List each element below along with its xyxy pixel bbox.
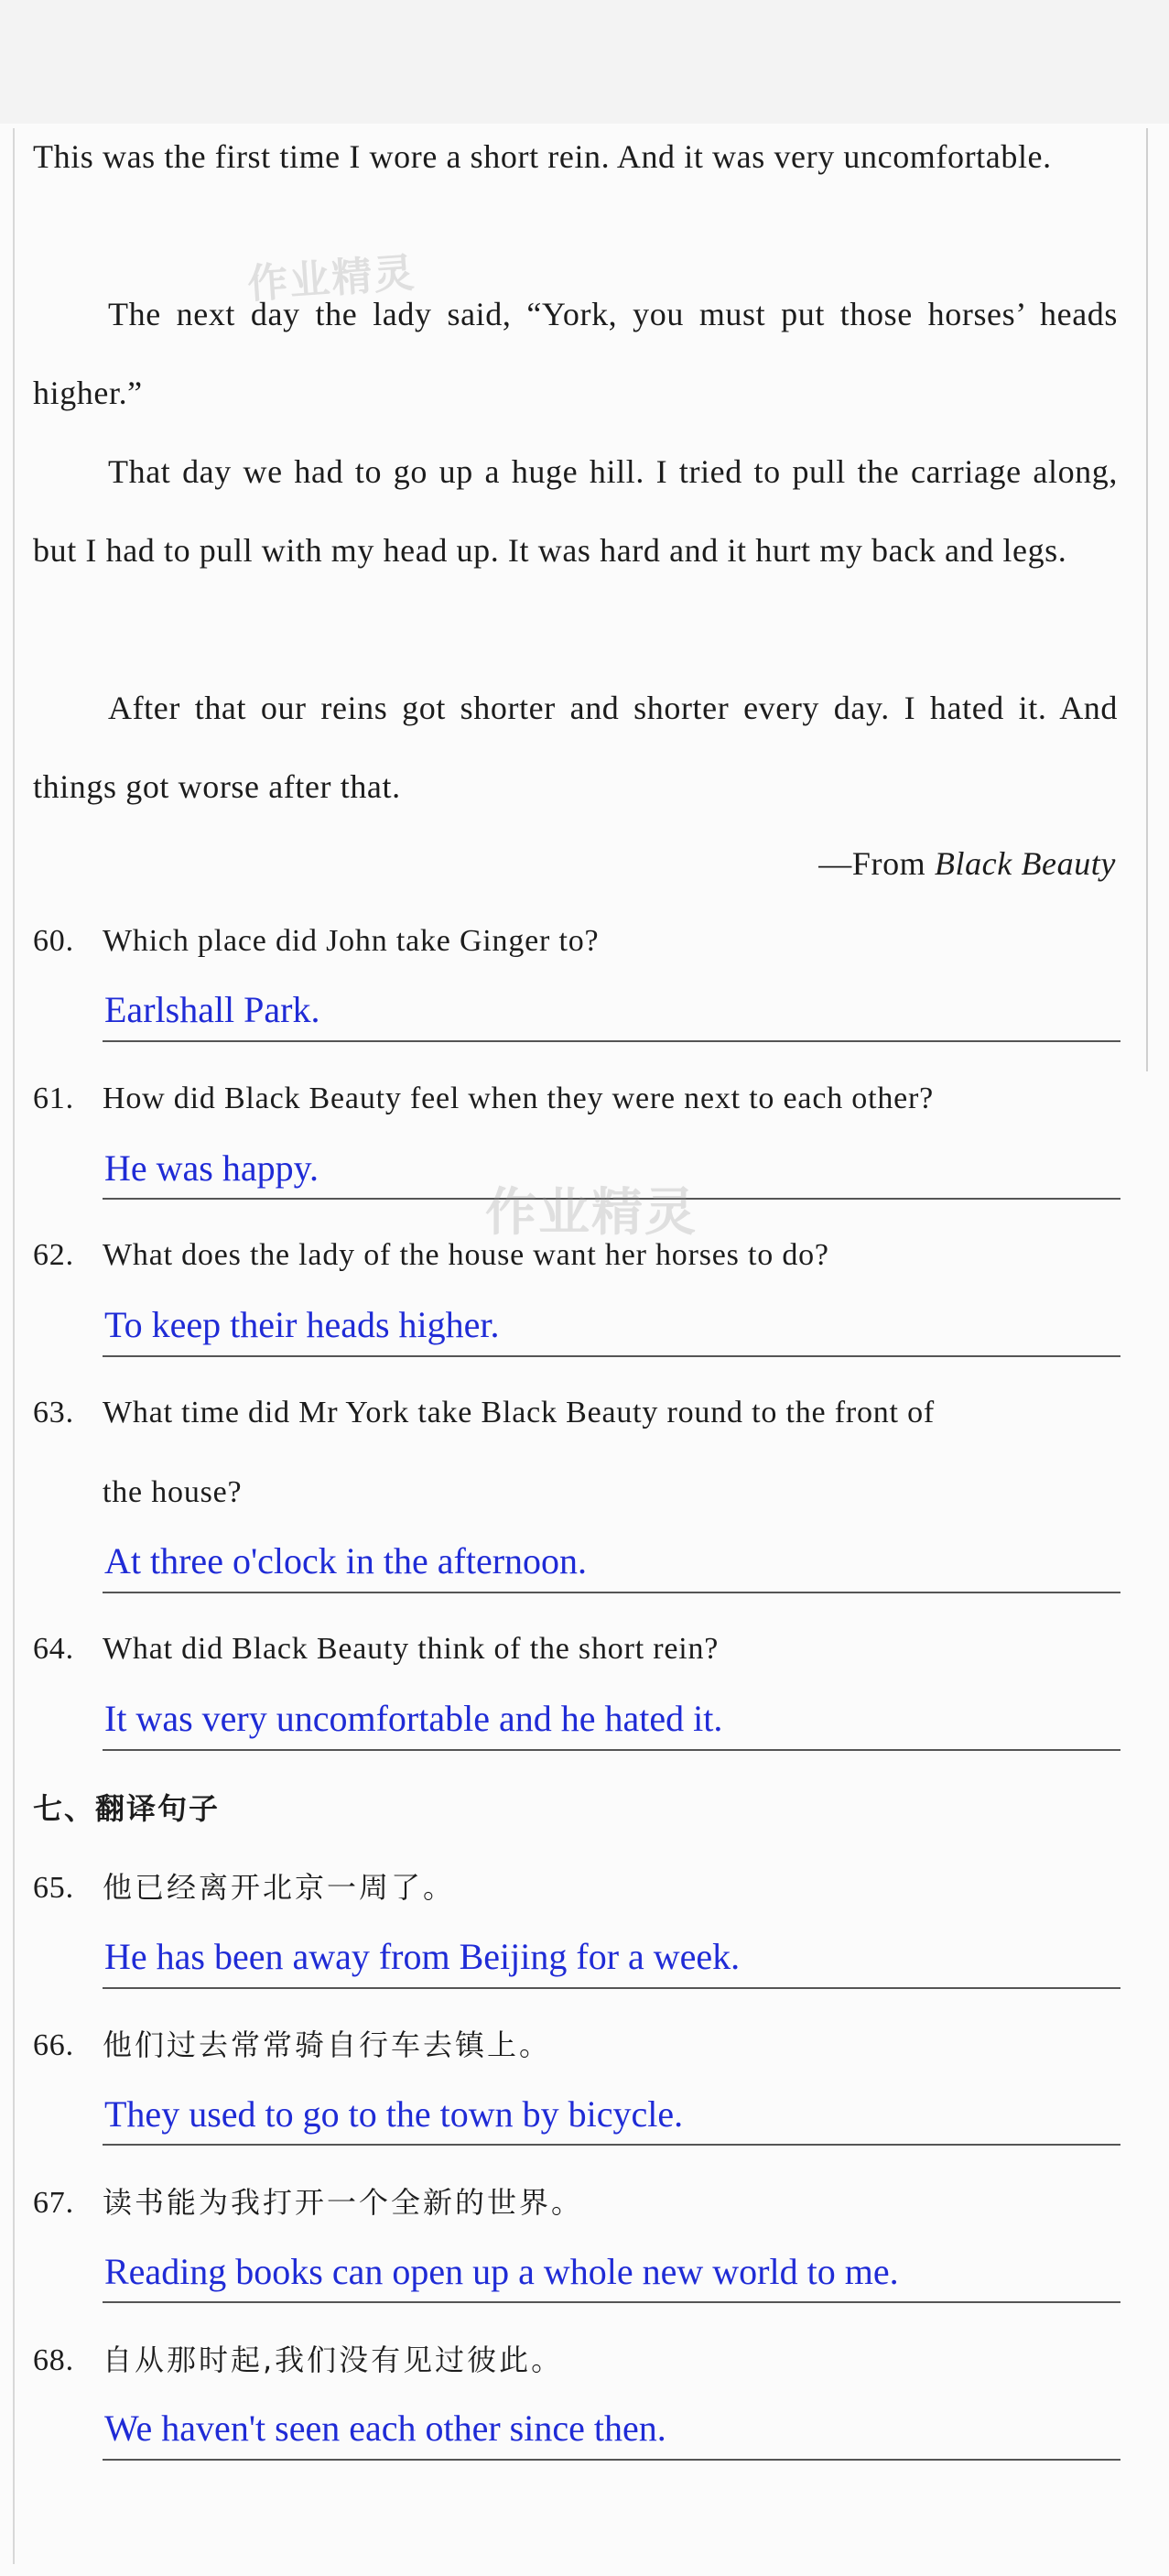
- question-63-continued: the house?: [103, 1475, 243, 1509]
- answer-line-66: [103, 2144, 1120, 2146]
- question-60: [33, 902, 1122, 981]
- question-number: 65.: [33, 1871, 74, 1905]
- answer-line-62: [103, 1355, 1120, 1357]
- question-number: 64.: [33, 1632, 74, 1666]
- answer-line-65: [103, 1987, 1120, 1989]
- translation-65: [33, 1848, 1122, 1928]
- top-margin: [0, 0, 1169, 124]
- translation-67: [33, 2163, 1122, 2243]
- question-number: 68.: [33, 2343, 74, 2377]
- answer-line-67: [103, 2301, 1120, 2303]
- passage-paragraph-4: After that our reins got shorter and shorter every day. I hated it. And things got worse after that.: [33, 690, 1118, 805]
- passage-paragraph-2: The next day the lady said, “York, you must put those horses’ heads higher.”: [33, 296, 1118, 411]
- answer-65: He has been away from Beijing for a week.: [104, 1936, 741, 1977]
- question-63: [33, 1374, 1122, 1452]
- chinese-sentence: 读书能为我打开一个全新的世界。: [103, 2185, 584, 2220]
- answer-67: Reading books can open up a whole new world to me.: [104, 2251, 899, 2292]
- answer-line-68: [103, 2459, 1120, 2461]
- chinese-sentence: 他们过去常常骑自行车去镇上。: [103, 2027, 552, 2062]
- answer-61: He was happy.: [104, 1147, 319, 1189]
- source-prefix: —From: [818, 845, 935, 882]
- question-number: 60.: [33, 924, 74, 958]
- watermark-logo: 作业精灵: [245, 249, 417, 309]
- question-number: 63.: [33, 1396, 74, 1429]
- question-number: 62.: [33, 1238, 74, 1272]
- answer-line-64: [103, 1749, 1120, 1751]
- question-number: 61.: [33, 1081, 74, 1115]
- right-border-line: [1146, 128, 1148, 1071]
- passage-paragraph-3: That day we had to go up a huge hill. I tried to pull the carriage along, but I had to pull with my head up. It was hard and it hurt my back and legs.: [33, 453, 1118, 569]
- watermark-logo: 作业精灵: [485, 1183, 698, 1243]
- passage-paragraph-1: This was the first time I wore a short rein. And it was very uncomfortable.: [33, 138, 1052, 175]
- question-text: What does the lady of the house want her horses to do?: [103, 1238, 829, 1272]
- question-64: [33, 1610, 1122, 1689]
- answer-line-60: [103, 1040, 1120, 1042]
- answer-60: Earlshall Park.: [104, 989, 320, 1030]
- question-number: 66.: [33, 2028, 74, 2062]
- answer-66: They used to go to the town by bicycle.: [104, 2093, 684, 2135]
- answer-63: At three o'clock in the afternoon.: [104, 1540, 588, 1581]
- question-text: What did Black Beauty think of the short rein?: [103, 1632, 720, 1666]
- question-text: How did Black Beauty feel when they were next to each other?: [103, 1081, 935, 1115]
- answer-68: We haven't seen each other since then.: [104, 2408, 666, 2449]
- question-number: 67.: [33, 2186, 74, 2220]
- passage-source: [818, 831, 1116, 896]
- answer-64: It was very uncomfortable and he hated it.: [104, 1698, 723, 1739]
- question-text: Which place did John take Ginger to?: [103, 924, 600, 958]
- translation-68: [33, 2321, 1122, 2400]
- left-border-line: [13, 128, 15, 2564]
- section-title: 七、翻译句子: [33, 1791, 221, 1826]
- chinese-sentence: 自从那时起,我们没有见过彼此。: [103, 2342, 564, 2377]
- answer-62: To keep their heads higher.: [104, 1304, 500, 1345]
- answer-line-63: [103, 1592, 1120, 1593]
- question-61: [33, 1060, 1122, 1138]
- question-text: What time did Mr York take Black Beauty round to the front of: [103, 1396, 936, 1429]
- chinese-sentence: 他已经离开北京一周了。: [103, 1870, 456, 1905]
- source-title: Black Beauty: [934, 845, 1116, 882]
- translation-66: [33, 2005, 1122, 2085]
